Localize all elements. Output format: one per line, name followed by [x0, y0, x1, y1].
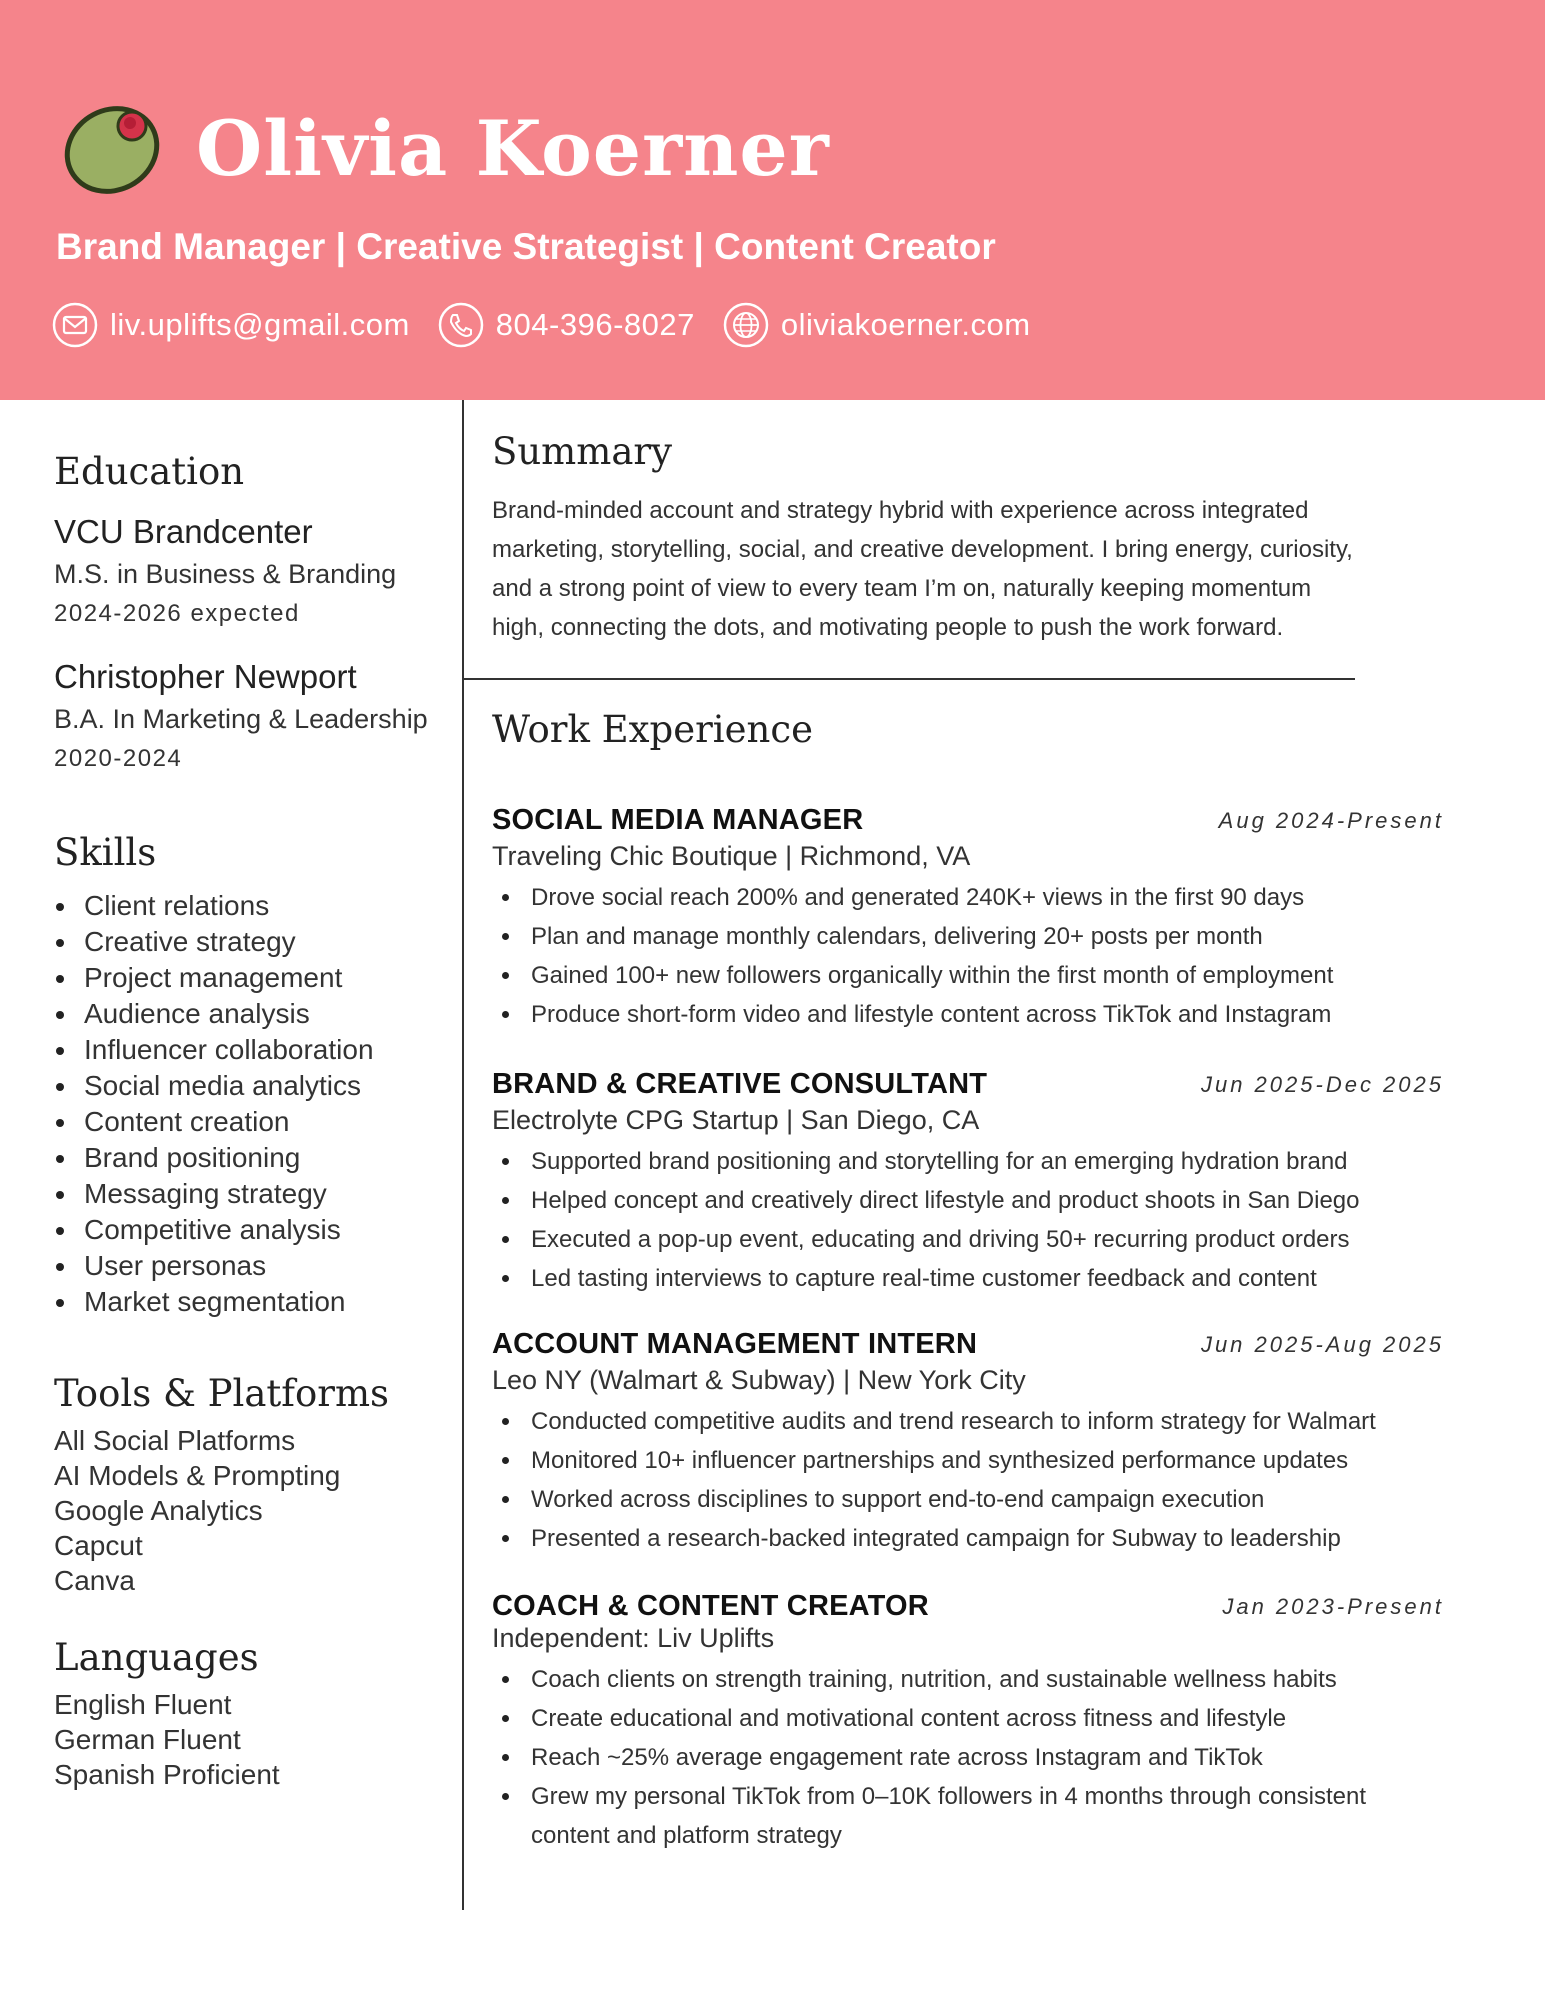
list-item: Plan and manage monthly calendars, delivering 20+ posts per month	[492, 917, 1502, 956]
list-item: Produce short-form video and lifestyle content across TikTok and Instagram	[492, 995, 1502, 1034]
list-item: English Fluent	[54, 1689, 232, 1720]
job-entry	[492, 1068, 1502, 1298]
skills-heading: Skills	[54, 831, 157, 874]
summary-line: high, connecting the dots, and motivating people to push the work forward.	[492, 614, 1284, 641]
job-title: SOCIAL MEDIA MANAGER	[492, 804, 864, 836]
job-title: ACCOUNT MANAGEMENT INTERN	[492, 1328, 978, 1360]
skills-list	[54, 888, 454, 1320]
job-bullets	[492, 1660, 1502, 1855]
list-item: AI Models & Prompting	[54, 1460, 341, 1491]
list-item: Led tasting interviews to capture real-time customer feedback and content	[492, 1259, 1502, 1298]
school-name: VCU Brandcenter	[54, 513, 313, 550]
list-item: German Fluent	[54, 1724, 241, 1755]
list-item: Presented a research-backed integrated campaign for Subway to leadership	[492, 1519, 1502, 1558]
degree: M.S. in Business & Branding	[54, 559, 397, 589]
email-text: liv.uplifts@gmail.com	[110, 307, 410, 342]
list-item: Canva	[54, 1565, 135, 1596]
languages-heading: Languages	[54, 1636, 259, 1679]
header-banner	[0, 0, 1545, 400]
list-item-continuation: content and platform strategy	[531, 1822, 842, 1849]
job-dates: Jun 2025-Aug 2025	[1200, 1332, 1444, 1357]
list-item: Market segmentation	[54, 1284, 454, 1320]
education-entry	[54, 658, 454, 773]
contact-email[interactable]	[52, 302, 410, 348]
job-company: Electrolyte CPG Startup | San Diego, CA	[492, 1105, 980, 1135]
job-company: Independent: Liv Uplifts	[492, 1623, 775, 1653]
contact-website[interactable]	[723, 302, 1031, 348]
list-item: Influencer collaboration	[54, 1032, 454, 1068]
globe-icon	[723, 302, 769, 348]
summary-line: marketing, storytelling, social, and creative development. I bring energy, curiosity,	[492, 536, 1353, 563]
job-dates: Jun 2025-Dec 2025	[1200, 1072, 1444, 1097]
languages-list	[54, 1687, 454, 1792]
list-item: Reach ~25% average engagement rate across Instagram and TikTok	[492, 1738, 1502, 1777]
list-item: Creative strategy	[54, 924, 454, 960]
list-item: Gained 100+ new followers organically within the first month of employment	[492, 956, 1502, 995]
list-item: User personas	[54, 1248, 454, 1284]
education-dates: 2020-2024	[54, 745, 183, 772]
job-entry	[492, 804, 1502, 1034]
list-item: Drove social reach 200% and generated 240K+ views in the first 90 days	[492, 878, 1502, 917]
summary-section	[492, 430, 1502, 647]
summary-line: Brand-minded account and strategy hybrid with experience across integrated	[492, 497, 1309, 524]
list-item: Helped concept and creatively direct lifestyle and product shoots in San Diego	[492, 1181, 1502, 1220]
list-item: Grew my personal TikTok from 0–10K followers in 4 months through consistent	[492, 1777, 1502, 1816]
list-item: Conducted competitive audits and trend research to inform strategy for Walmart	[492, 1402, 1502, 1441]
tools-list	[54, 1423, 454, 1598]
degree: B.A. In Marketing & Leadership	[54, 704, 428, 734]
summary-text	[492, 491, 1452, 647]
summary-line: and a strong point of view to every team I’m on, naturally keeping momentum	[492, 575, 1312, 602]
school-name: Christopher Newport	[54, 658, 357, 695]
summary-heading: Summary	[492, 430, 672, 473]
column-divider	[462, 400, 464, 1910]
list-item: Client relations	[54, 888, 454, 924]
education-heading: Education	[54, 450, 245, 493]
list-item: Competitive analysis	[54, 1212, 454, 1248]
summary-divider	[462, 678, 1355, 680]
list-item: Coach clients on strength training, nutrition, and sustainable wellness habits	[492, 1660, 1502, 1699]
job-title: COACH & CONTENT CREATOR	[492, 1590, 929, 1622]
phone-icon	[438, 302, 484, 348]
list-item: Google Analytics	[54, 1495, 263, 1526]
list-item: Supported brand positioning and storytelling for an emerging hydration brand	[492, 1142, 1502, 1181]
job-bullets	[492, 878, 1502, 1034]
olive-icon	[60, 98, 164, 202]
phone-text: 804-396-8027	[495, 307, 695, 342]
website-text: oliviakoerner.com	[780, 307, 1031, 342]
list-item: Capcut	[54, 1530, 143, 1561]
list-item: Spanish Proficient	[54, 1759, 280, 1790]
education-dates: 2024-2026 expected	[54, 600, 300, 627]
job-dates: Jan 2023-Present	[1222, 1594, 1444, 1619]
list-item: Content creation	[54, 1104, 454, 1140]
job-entry	[492, 1328, 1502, 1558]
job-entry	[492, 1590, 1502, 1855]
tools-heading: Tools & Platforms	[54, 1372, 390, 1415]
tagline: Brand Manager | Creative Strategist | Content Creator	[56, 226, 996, 267]
list-item: Create educational and motivational content across fitness and lifestyle	[492, 1699, 1502, 1738]
list-item: Monitored 10+ influencer partnerships and synthesized performance updates	[492, 1441, 1502, 1480]
job-company: Traveling Chic Boutique | Richmond, VA	[492, 841, 971, 871]
list-item: All Social Platforms	[54, 1425, 296, 1456]
education-entry	[54, 513, 454, 628]
job-dates: Aug 2024-Present	[1218, 808, 1444, 833]
contact-phone[interactable]	[438, 302, 695, 348]
contact-row	[52, 300, 1059, 350]
list-item: Executed a pop-up event, educating and driving 50+ recurring product orders	[492, 1220, 1502, 1259]
list-item: Social media analytics	[54, 1068, 454, 1104]
list-item: Messaging strategy	[54, 1176, 454, 1212]
candidate-name: Olivia Koerner	[196, 104, 830, 193]
job-bullets	[492, 1402, 1502, 1558]
work-experience-heading: Work Experience	[492, 708, 813, 751]
job-title: BRAND & CREATIVE CONSULTANT	[492, 1068, 988, 1100]
list-item: Project management	[54, 960, 454, 996]
list-item: Worked across disciplines to support end-to-end campaign execution	[492, 1480, 1502, 1519]
mail-icon	[52, 302, 98, 348]
list-item: Audience analysis	[54, 996, 454, 1032]
job-bullets	[492, 1142, 1502, 1298]
sidebar	[54, 450, 454, 1792]
job-company: Leo NY (Walmart & Subway) | New York City	[492, 1365, 1026, 1395]
list-item: Brand positioning	[54, 1140, 454, 1176]
